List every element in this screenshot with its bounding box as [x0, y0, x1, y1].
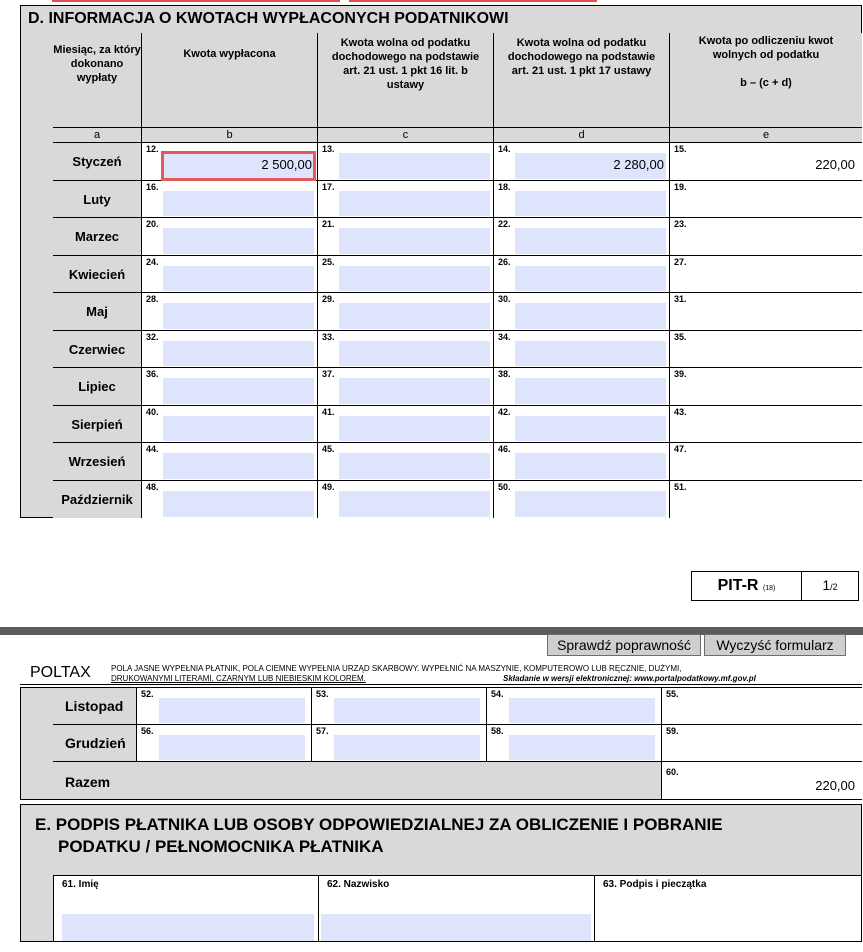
field-number: 48.	[146, 482, 159, 492]
header-after-deduction-label: Kwota po odliczeniu kwot wolnych od podatku	[698, 35, 834, 61]
exempt-16b-input[interactable]	[339, 303, 490, 329]
field-number: 37.	[322, 369, 335, 379]
section-d-table	[53, 33, 862, 518]
cell-45	[318, 443, 494, 481]
fill-instructions	[111, 664, 811, 683]
paid-amount-input[interactable]	[163, 416, 314, 441]
field-number: 21.	[322, 219, 335, 229]
first-name-cell	[53, 875, 318, 941]
exempt-16b-input[interactable]	[339, 453, 490, 479]
header-paid-amount: Kwota wypłacona	[142, 33, 318, 128]
after-deduction-value	[691, 378, 859, 404]
exempt-17-input[interactable]	[509, 735, 655, 760]
signature-label: 63. Podpis i pieczątka	[603, 879, 707, 890]
section-e-title-line2: PODATKU / PEŁNOMOCNIKA PŁATNIKA	[58, 837, 384, 856]
field-number: 45.	[322, 444, 335, 454]
exempt-17-input[interactable]	[509, 698, 655, 723]
exempt-16b-input[interactable]	[339, 378, 490, 404]
field-number: 35.	[674, 332, 687, 342]
exempt-16b-input[interactable]	[339, 228, 490, 254]
field-number: 19.	[674, 182, 687, 192]
form-page-marker	[691, 571, 859, 601]
form-code	[692, 572, 802, 600]
cell-32	[142, 331, 318, 368]
form-version: (18)	[762, 585, 776, 592]
month-label: Wrzesień	[53, 443, 142, 481]
field-number: 55.	[666, 689, 679, 699]
signature-cell	[594, 875, 861, 941]
field-number: 42.	[498, 407, 511, 417]
field-number: 32.	[146, 332, 159, 342]
field-number: 36.	[146, 369, 159, 379]
field-number: 58.	[491, 726, 504, 736]
cell-51	[670, 481, 862, 518]
cell-14	[494, 143, 670, 181]
after-deduction-value	[691, 491, 859, 517]
section-d-continued-table	[53, 688, 862, 799]
paid-amount-input[interactable]	[163, 453, 314, 479]
field-number: 46.	[498, 444, 511, 454]
exempt-17-input[interactable]	[515, 266, 666, 291]
cell-31	[670, 293, 862, 331]
month-label: Lipiec	[53, 368, 142, 406]
total-label: Razem	[53, 762, 662, 799]
cell-58	[487, 725, 662, 762]
cell-36	[142, 368, 318, 406]
cell-59	[662, 725, 862, 762]
page-number	[802, 572, 858, 600]
cell-47	[670, 443, 862, 481]
field-number: 15.	[674, 144, 687, 154]
field-number: 34.	[498, 332, 511, 342]
after-deduction-value	[691, 266, 859, 291]
exempt-17-input[interactable]	[515, 378, 666, 404]
top-edge-mark	[349, 0, 597, 2]
field-number: 16.	[146, 182, 159, 192]
after-deduction-value	[691, 341, 859, 366]
field-number: 54.	[491, 689, 504, 699]
total-value: 220,00	[815, 778, 855, 793]
cell-17	[318, 181, 494, 218]
cell-26	[494, 256, 670, 293]
month-label: Kwiecień	[53, 256, 142, 293]
cell-20	[142, 218, 318, 256]
paid-amount-input[interactable]	[159, 698, 305, 723]
after-deduction-value	[691, 303, 859, 329]
section-d-continued	[20, 687, 862, 800]
field-number: 39.	[674, 369, 687, 379]
field-number: 51.	[674, 482, 687, 492]
exempt-16b-input[interactable]	[339, 191, 490, 216]
column-letter: d	[494, 128, 670, 143]
cell-60	[662, 762, 862, 799]
notice-line-2: DRUKOWANYMI LITERAMI, CZARNYM LUB NIEBIESKIM KOLOREM.	[111, 674, 366, 683]
last-name-label: 62. Nazwisko	[327, 879, 390, 890]
after-deduction-value	[691, 453, 859, 479]
cell-15	[670, 143, 862, 181]
check-form-button[interactable]: Sprawdź poprawność	[547, 634, 701, 656]
exempt-17-input[interactable]	[515, 453, 666, 479]
section-e	[20, 804, 862, 942]
field-number: 14.	[498, 144, 511, 154]
cell-19	[670, 181, 862, 218]
after-deduction-value-january: 220,00	[815, 157, 855, 172]
cell-49	[318, 481, 494, 518]
cell-25	[318, 256, 494, 293]
section-e-title-line1: E. PODPIS PŁATNIKA LUB OSOBY ODPOWIEDZIALNEJ ZA OBLICZENIE I POBRANIE	[35, 815, 723, 834]
field-number: 25.	[322, 257, 335, 267]
header-after-deduction	[670, 33, 862, 128]
exempt-16b-input[interactable]	[339, 491, 490, 517]
top-edge-mark	[52, 0, 340, 2]
exempt-17-input-january[interactable]: 2 280,00	[515, 153, 666, 179]
month-label: Styczeń	[53, 143, 142, 181]
column-letter: b	[142, 128, 318, 143]
field-number: 50.	[498, 482, 511, 492]
field-number: 49.	[322, 482, 335, 492]
after-deduction-value	[691, 191, 859, 216]
header-formula: b – (c + d)	[740, 77, 792, 89]
cell-39	[670, 368, 862, 406]
paid-amount-input[interactable]	[163, 341, 314, 366]
cell-24	[142, 256, 318, 293]
cell-13	[318, 143, 494, 181]
cell-43	[670, 406, 862, 443]
after-deduction-value	[683, 698, 859, 723]
month-label: Sierpień	[53, 406, 142, 443]
cell-37	[318, 368, 494, 406]
cell-44	[142, 443, 318, 481]
field-number: 41.	[322, 407, 335, 417]
paid-amount-input[interactable]	[163, 228, 314, 254]
exempt-16b-input[interactable]	[339, 266, 490, 291]
month-label: Październik	[53, 481, 142, 518]
section-d-title: D. INFORMACJA O KWOTACH WYPŁACONYCH PODATNIKOWI	[28, 10, 509, 27]
first-name-label: 61. Imię	[62, 879, 99, 890]
exempt-17-input[interactable]	[515, 341, 666, 366]
cell-48	[142, 481, 318, 518]
field-number: 47.	[674, 444, 687, 454]
first-name-input[interactable]	[62, 914, 314, 941]
cell-30	[494, 293, 670, 331]
field-number: 33.	[322, 332, 335, 342]
month-label: Listopad	[53, 688, 137, 725]
section-e-title	[35, 814, 723, 858]
exempt-16b-input-january[interactable]	[339, 153, 490, 179]
exempt-17-input[interactable]	[515, 228, 666, 254]
page-current: 1	[822, 577, 831, 593]
field-number: 26.	[498, 257, 511, 267]
field-number: 43.	[674, 407, 687, 417]
cell-18	[494, 181, 670, 218]
cell-50	[494, 481, 670, 518]
month-label: Czerwiec	[53, 331, 142, 368]
after-deduction-value	[691, 416, 859, 441]
cell-22	[494, 218, 670, 256]
month-label: Grudzień	[53, 725, 137, 762]
month-label: Maj	[53, 293, 142, 331]
column-letter: a	[53, 128, 142, 143]
paid-amount-input[interactable]	[163, 491, 314, 517]
paid-amount-input[interactable]	[163, 266, 314, 291]
cell-27	[670, 256, 862, 293]
exempt-17-input[interactable]	[515, 491, 666, 517]
field-number: 22.	[498, 219, 511, 229]
field-number: 53.	[316, 689, 329, 699]
cell-41	[318, 406, 494, 443]
exempt-17-input[interactable]	[515, 303, 666, 329]
field-number: 23.	[674, 219, 687, 229]
field-number: 40.	[146, 407, 159, 417]
poltax-label: POLTAX	[30, 664, 91, 681]
last-name-cell	[318, 875, 594, 941]
field-number: 57.	[316, 726, 329, 736]
column-letter: e	[670, 128, 862, 143]
field-number: 60.	[666, 767, 679, 777]
page-total: /2	[830, 582, 838, 592]
cell-55	[662, 688, 862, 725]
cell-42	[494, 406, 670, 443]
exempt-16b-input[interactable]	[334, 735, 480, 760]
field-number: 44.	[146, 444, 159, 454]
electronic-filing-note: Składanie w wersji elektronicznej: www.portalpodatkowy.mf.gov.pl	[503, 674, 756, 683]
cell-21	[318, 218, 494, 256]
column-letter: c	[318, 128, 494, 143]
cell-16	[142, 181, 318, 218]
cell-54	[487, 688, 662, 725]
after-deduction-value	[683, 735, 859, 760]
field-number: 20.	[146, 219, 159, 229]
cell-12	[142, 143, 318, 181]
paid-amount-input[interactable]	[159, 735, 305, 760]
after-deduction-value	[691, 228, 859, 254]
cell-38	[494, 368, 670, 406]
field-number: 17.	[322, 182, 335, 192]
field-number: 59.	[666, 726, 679, 736]
paid-amount-input[interactable]	[163, 378, 314, 404]
field-number: 29.	[322, 294, 335, 304]
field-number: 31.	[674, 294, 687, 304]
month-label: Marzec	[53, 218, 142, 256]
field-number: 30.	[498, 294, 511, 304]
header-exempt-17: Kwota wolna od podatku dochodowego na podstawie art. 21 ust. 1 pkt 17 ustawy	[494, 33, 670, 128]
month-label: Luty	[53, 181, 142, 218]
cell-40	[142, 406, 318, 443]
exempt-17-input[interactable]	[515, 191, 666, 216]
exempt-16b-input[interactable]	[334, 698, 480, 723]
clear-form-button[interactable]: Wyczyść formularz	[704, 634, 846, 656]
field-number: 18.	[498, 182, 511, 192]
paid-amount-input[interactable]	[163, 303, 314, 329]
form-code-text: PIT-R	[717, 577, 759, 594]
exempt-17-input[interactable]	[515, 416, 666, 441]
field-number: 13.	[322, 144, 335, 154]
cell-53	[312, 688, 487, 725]
cell-29	[318, 293, 494, 331]
cell-23	[670, 218, 862, 256]
field-number: 12.	[146, 144, 159, 154]
cell-34	[494, 331, 670, 368]
paid-amount-input-january[interactable]: 2 500,00	[163, 153, 314, 179]
field-number: 28.	[146, 294, 159, 304]
field-number: 52.	[141, 689, 154, 699]
field-number: 27.	[674, 257, 687, 267]
section-d	[20, 5, 862, 518]
field-number: 56.	[141, 726, 154, 736]
exempt-16b-input[interactable]	[339, 341, 490, 366]
paid-amount-input[interactable]	[163, 191, 314, 216]
cell-52	[137, 688, 312, 725]
cell-46	[494, 443, 670, 481]
field-number: 24.	[146, 257, 159, 267]
cell-35	[670, 331, 862, 368]
exempt-16b-input[interactable]	[339, 416, 490, 441]
cell-28	[142, 293, 318, 331]
cell-33	[318, 331, 494, 368]
cell-57	[312, 725, 487, 762]
header-rule	[20, 684, 862, 685]
header-exempt-16b: Kwota wolna od podatku dochodowego na podstawie art. 21 ust. 1 pkt 16 lit. b ustawy	[318, 33, 494, 128]
cell-56	[137, 725, 312, 762]
header-month: Miesiąc, za który dokonano wypłaty	[53, 33, 142, 128]
field-number: 38.	[498, 369, 511, 379]
notice-line-1: POLA JASNE WYPEŁNIA PŁATNIK, POLA CIEMNE WYPEŁNIA URZĄD SKARBOWY. WYPEŁNIĆ NA MASZYNIE, KOMPUTEROWO LUB RĘCZNIE, DUŻYMI,	[111, 664, 682, 673]
last-name-input[interactable]	[321, 914, 591, 941]
